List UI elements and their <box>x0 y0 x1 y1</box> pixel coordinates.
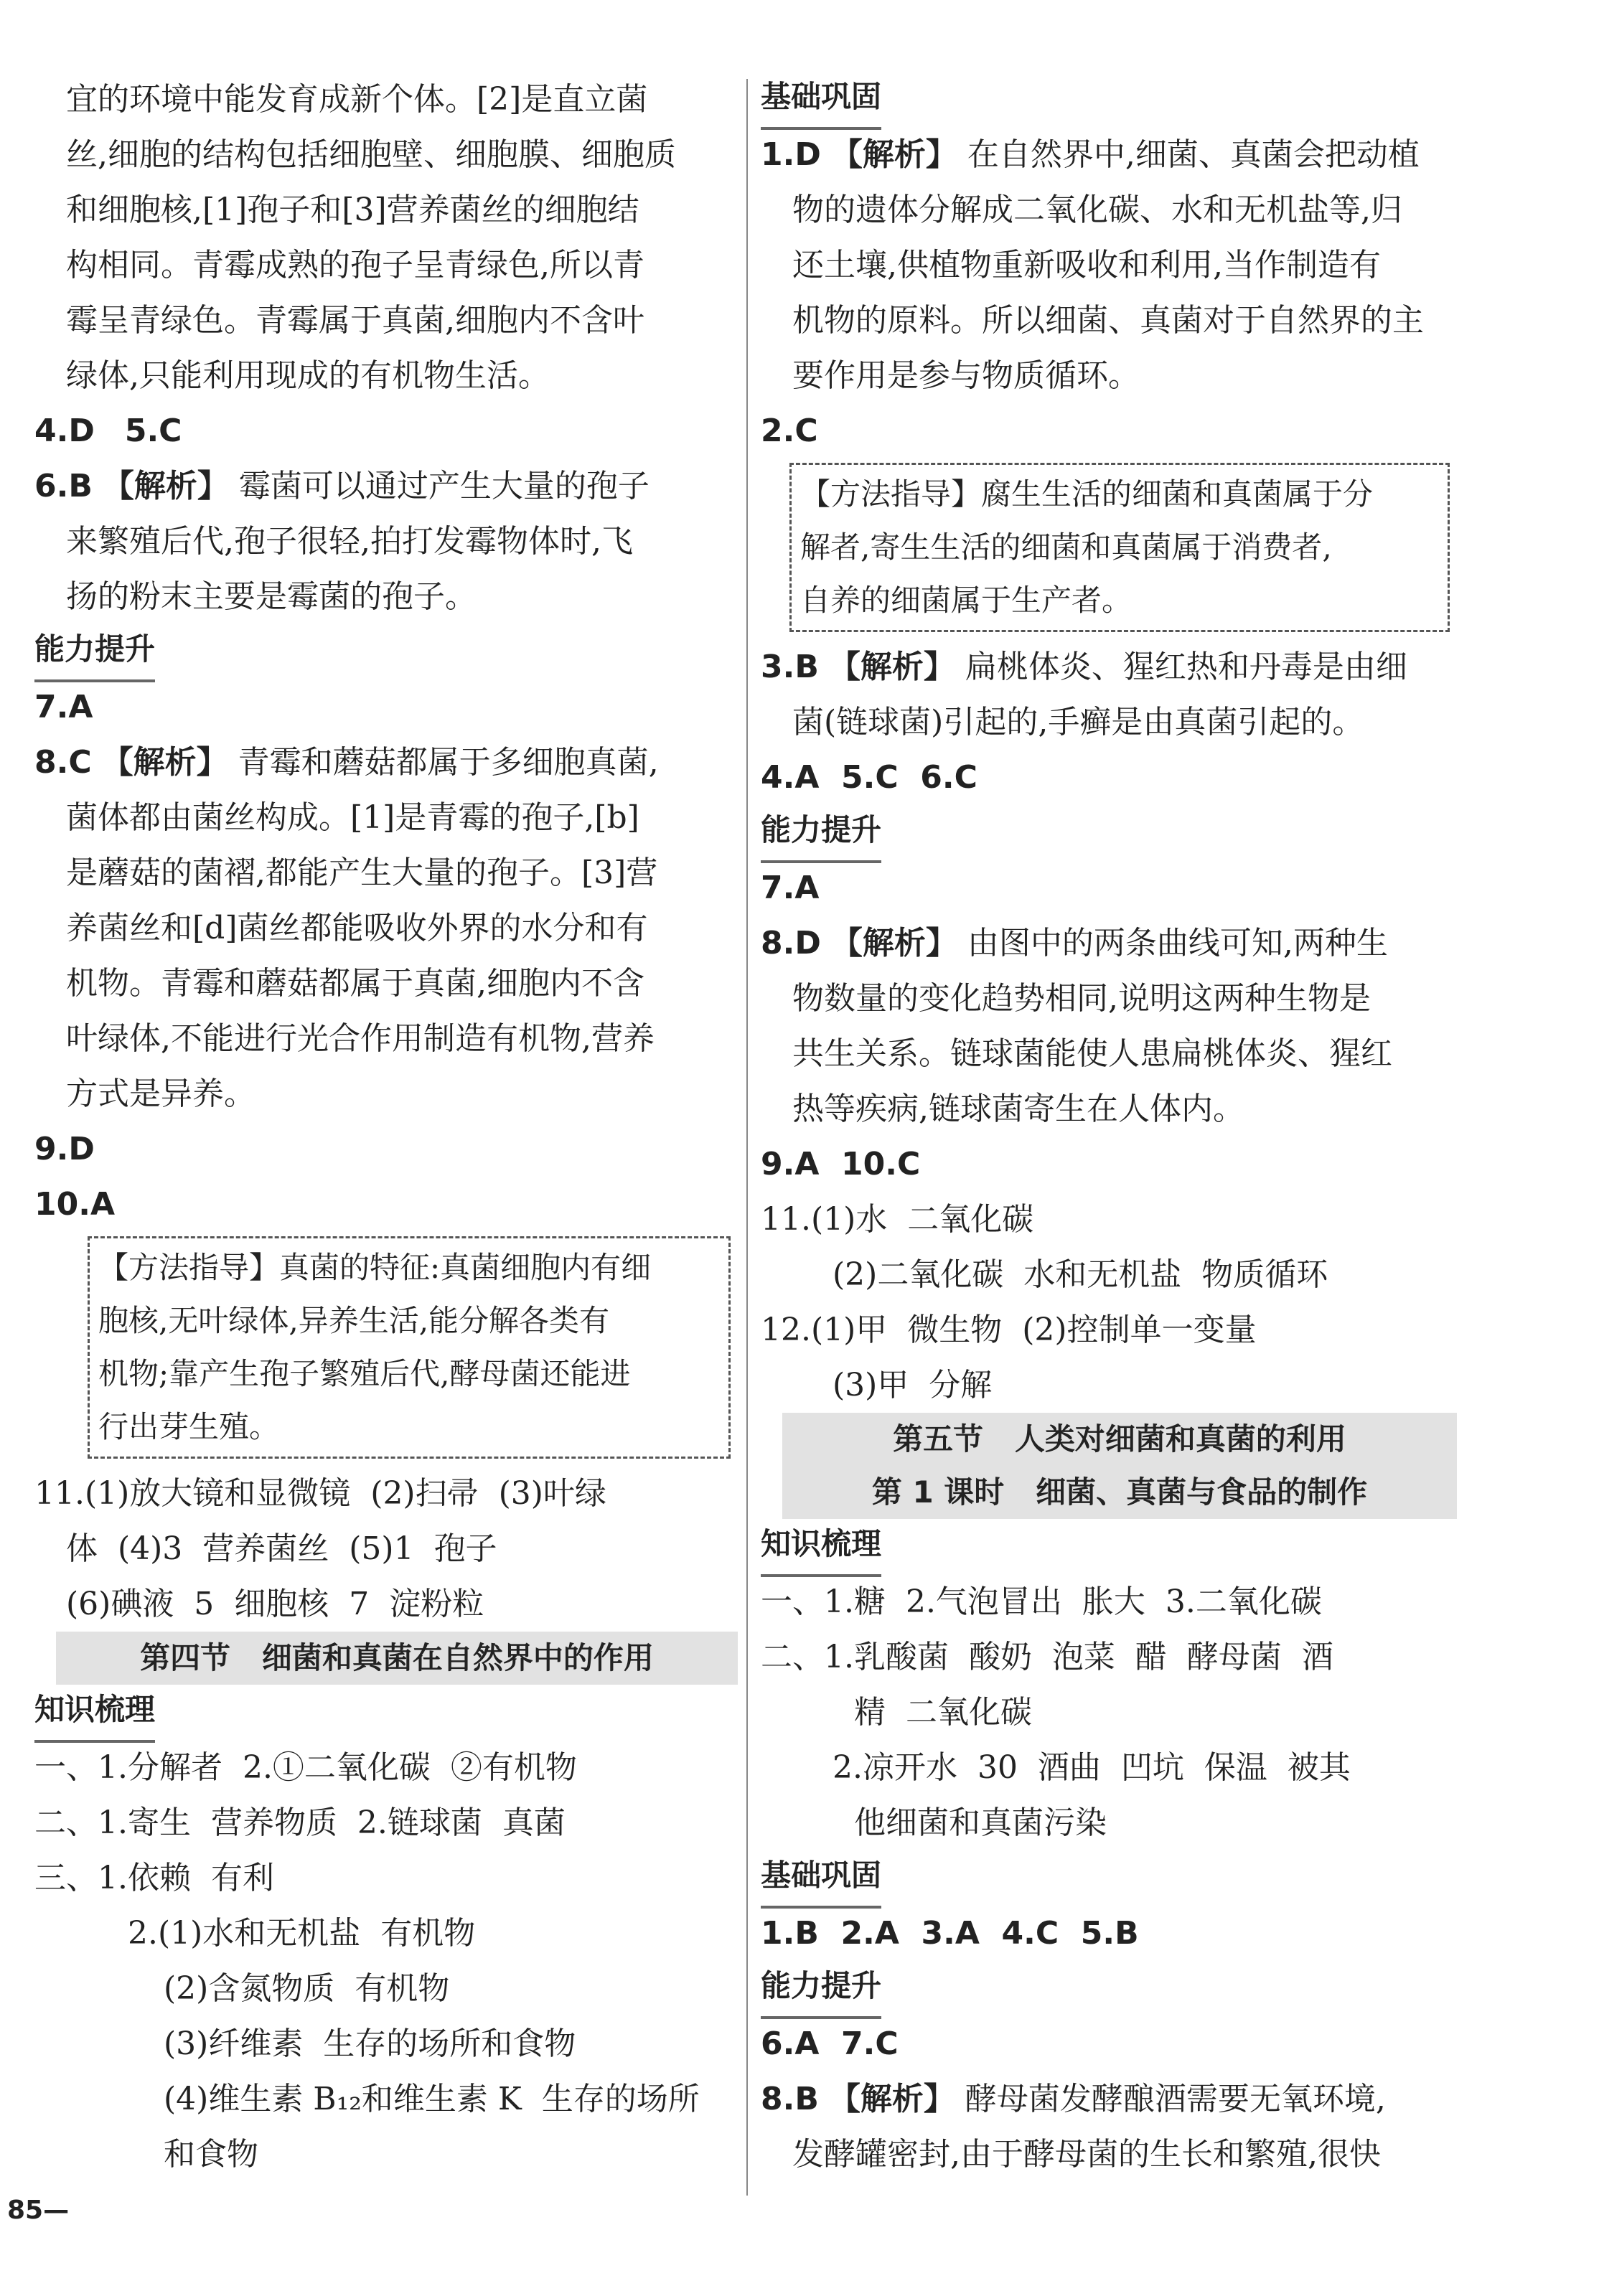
section-title-4: 第四节 细菌和真菌在自然界中的作用 <box>56 1632 738 1685</box>
answers-9-10: 9.A 10.C <box>761 1146 921 1182</box>
answer-line <box>761 639 1457 695</box>
column-divider <box>746 79 748 2196</box>
answers-1-5: 1.B 2.A 3.A 4.C 5.B <box>761 1915 1139 1952</box>
method-line: 【方法指导】腐生生活的细菌和真菌属于分 <box>800 476 1374 512</box>
heading-knowledge: 知识梳理 <box>761 1519 881 1577</box>
answer-7: 7.A <box>34 689 93 725</box>
knowledge-line: (3)纤维素 生存的场所和食物 <box>164 2026 576 2062</box>
answer-10: 10.A <box>34 1186 115 1223</box>
analysis-text: 在自然界中,细菌、真菌会把动植 <box>967 136 1420 173</box>
knowledge-line: 二、1.乳酸菌 酸奶 泡菜 醋 酵母菌 酒 <box>761 1639 1333 1675</box>
knowledge-line: 精 二氧化碳 <box>854 1694 1032 1731</box>
text-line: 是蘑菇的菌褶,都能产生大量的孢子。[3]营 <box>66 855 658 891</box>
page-number: 85— <box>7 2196 70 2225</box>
text-line: 宜的环境中能发育成新个体。[2]是直立菌 <box>66 81 648 118</box>
text-line: 体 (4)3 营养菌丝 (5)1 孢子 <box>66 1530 497 1567</box>
text-line: 叶绿体,不能进行光合作用制造有机物,营养 <box>66 1020 655 1057</box>
text-line: 机物。青霉和蘑菇都属于真菌,细胞内不含 <box>66 965 644 1002</box>
answer-6: 6.B <box>34 468 93 504</box>
answers-6-7: 6.A 7.C <box>761 2026 899 2062</box>
text-line: 要作用是参与物质循环。 <box>792 357 1140 394</box>
knowledge-line: (4)维生素 B₁₂和维生素 K 生存的场所 <box>164 2081 700 2117</box>
analysis-tag: 【解析】 <box>828 649 955 685</box>
method-guide-box <box>88 1236 731 1459</box>
analysis-tag: 【解析】 <box>828 2081 955 2117</box>
analysis-tag: 【解析】 <box>101 744 228 781</box>
lesson-title: 第 1 课时 细菌、真菌与食品的制作 <box>782 1466 1457 1519</box>
answer-8: 8.C <box>34 744 92 781</box>
text-line: 物数量的变化趋势相同,说明这两种生物是 <box>792 980 1371 1017</box>
text-line: 绿体,只能利用现成的有机物生活。 <box>66 357 550 394</box>
answer-9: 9.D <box>34 1131 95 1167</box>
analysis-text: 青霉和蘑菇都属于多细胞真菌, <box>238 744 659 781</box>
page-number-value: 85 <box>7 2196 44 2225</box>
text-line: 热等疾病,链球菌寄生在人体内。 <box>792 1091 1244 1127</box>
answer-4: 4.D <box>34 413 95 449</box>
knowledge-line: 一、1.分解者 2.①二氧化碳 ②有机物 <box>34 1749 577 1786</box>
answer-3: 3.B <box>761 649 819 685</box>
heading-knowledge: 知识梳理 <box>34 1685 155 1743</box>
analysis-text: 由图中的两条曲线可知,两种生 <box>967 925 1388 961</box>
analysis-text: 霉菌可以通过产生大量的孢子 <box>238 468 650 504</box>
answer-8: 8.D <box>761 925 821 961</box>
answer-line <box>34 735 738 790</box>
analysis-text: 扁桃体炎、猩红热和丹毒是由细 <box>965 649 1407 685</box>
text-line: 霉呈青绿色。青霉属于真菌,细胞内不含叶 <box>66 302 644 339</box>
method-line: 【方法指导】真菌的特征:真菌细胞内有细 <box>98 1250 652 1285</box>
analysis-tag: 【解析】 <box>830 136 957 173</box>
method-line: 行出芽生殖。 <box>98 1409 280 1444</box>
heading-basic-2: 基础巩固 <box>761 1850 881 1909</box>
knowledge-line: 他细菌和真菌污染 <box>854 1805 1107 1841</box>
answers-4-6: 4.A 5.C 6.C <box>761 759 977 796</box>
text-line: 共生关系。链球菌能使人患扁桃体炎、猩红 <box>792 1035 1392 1072</box>
text-line: 菌体都由菌丝构成。[1]是青霉的孢子,[b] <box>66 799 639 836</box>
text-line: (6)碘液 5 细胞核 7 淀粉粒 <box>66 1586 484 1622</box>
method-guide-box <box>789 463 1450 632</box>
text-line: 扬的粉末主要是霉菌的孢子。 <box>66 578 477 615</box>
text-line: 发酵罐密封,由于酵母菌的生长和繁殖,很快 <box>792 2136 1381 2173</box>
method-line: 解者,寄生生活的细菌和真菌属于消费者, <box>800 530 1332 565</box>
text-line: 物的遗体分解成二氧化碳、水和无机盐等,归 <box>792 192 1402 228</box>
method-line: 自养的细菌属于生产者。 <box>800 583 1133 618</box>
text-line: 构相同。青霉成熟的孢子呈青绿色,所以青 <box>66 247 644 283</box>
section-title-5: 第五节 人类对细菌和真菌的利用 <box>782 1413 1457 1466</box>
knowledge-line: 三、1.依赖 有利 <box>34 1860 274 1896</box>
right-column <box>761 72 1457 2182</box>
heading-ability-2: 能力提升 <box>761 1961 881 2019</box>
knowledge-line: 二、1.寄生 营养物质 2.链球菌 真菌 <box>34 1805 566 1841</box>
heading-ability: 能力提升 <box>761 805 881 863</box>
answer-line <box>761 2071 1457 2127</box>
text-line: 机物的原料。所以细菌、真菌对于自然界的主 <box>792 302 1424 339</box>
answer-12: 12.(1)甲 微生物 (2)控制单一变量 <box>761 1312 1257 1348</box>
answer-line <box>34 403 738 458</box>
analysis-tag: 【解析】 <box>102 468 229 504</box>
left-column <box>34 72 738 2182</box>
answer-11: 11.(1)放大镜和显微镜 (2)扫帚 (3)叶绿 <box>34 1475 606 1512</box>
text-line: 还土壤,供植物重新吸收和利用,当作制造有 <box>792 247 1381 283</box>
text-line: 来繁殖后代,孢子很轻,拍打发霉物体时,飞 <box>66 523 633 560</box>
answer-2: 2.C <box>761 413 818 449</box>
answer-5: 5.C <box>124 413 182 449</box>
method-line: 机物;靠产生孢子繁殖后代,酵母菌还能进 <box>98 1356 631 1391</box>
text-line: 方式是异养。 <box>66 1076 255 1112</box>
heading-basic: 基础巩固 <box>761 72 881 130</box>
text-line: 和细胞核,[1]孢子和[3]营养菌丝的细胞结 <box>66 192 639 228</box>
text-line: 丝,细胞的结构包括细胞壁、细胞膜、细胞质 <box>66 136 676 173</box>
answer-line <box>761 127 1457 182</box>
knowledge-line: 2.凉开水 30 酒曲 凹坑 保温 被其 <box>833 1749 1351 1786</box>
answer-line <box>761 916 1457 971</box>
analysis-tag: 【解析】 <box>830 925 957 961</box>
answer-1: 1.D <box>761 136 821 173</box>
text-line: (3)甲 分解 <box>833 1367 993 1403</box>
text-line: 菌(链球菌)引起的,手癣是由真菌引起的。 <box>792 704 1364 740</box>
answer-11: 11.(1)水 二氧化碳 <box>761 1201 1034 1238</box>
answer-8b: 8.B <box>761 2081 819 2117</box>
knowledge-line: 一、1.糖 2.气泡冒出 胀大 3.二氧化碳 <box>761 1584 1322 1620</box>
heading-ability: 能力提升 <box>34 624 155 682</box>
knowledge-line: 2.(1)水和无机盐 有机物 <box>128 1915 476 1952</box>
text-line: (2)二氧化碳 水和无机盐 物质循环 <box>833 1256 1328 1293</box>
text-line: 养菌丝和[d]菌丝都能吸收外界的水分和有 <box>66 910 648 946</box>
knowledge-line: 和食物 <box>164 2136 258 2173</box>
method-line: 胞核,无叶绿体,异养生活,能分解各类有 <box>98 1303 610 1338</box>
answer-7: 7.A <box>761 870 820 906</box>
answer-line <box>34 458 738 514</box>
analysis-text: 酵母菌发酵酿酒需要无氧环境, <box>965 2081 1386 2117</box>
knowledge-line: (2)含氮物质 有机物 <box>164 1970 450 2007</box>
